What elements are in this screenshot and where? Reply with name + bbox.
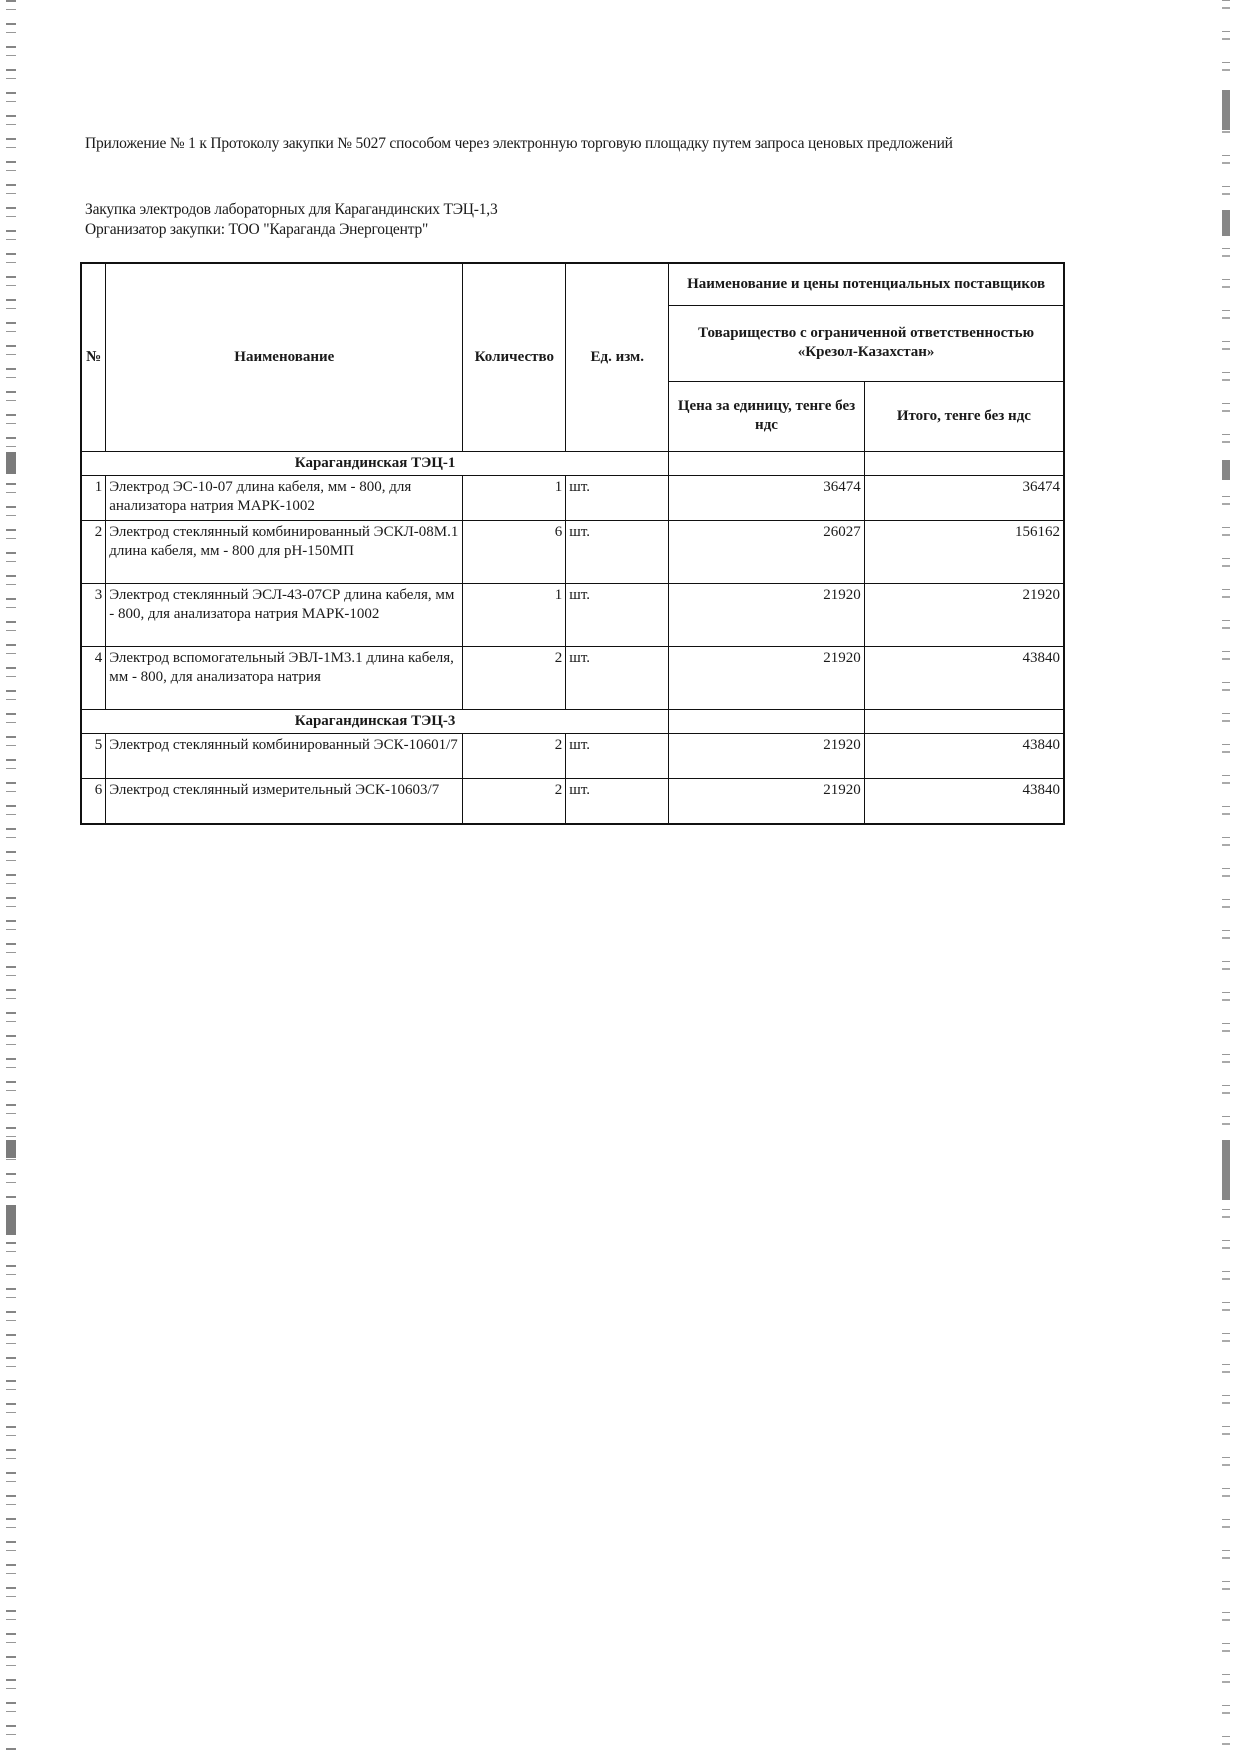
item-total: 43840 — [864, 778, 1064, 824]
item-quantity: 2 — [463, 778, 566, 824]
column-header-quantity: Количество — [463, 263, 566, 451]
item-total: 43840 — [864, 646, 1064, 709]
item-name: Электрод стеклянный комбинированный ЭСКЛ-08М.1 длина кабеля, мм - 800 для рН-150МП — [106, 520, 463, 583]
item-total: 21920 — [864, 583, 1064, 646]
item-unit-price: 21920 — [669, 778, 865, 824]
item-unit: шт. — [566, 520, 669, 583]
item-unit-price: 21920 — [669, 583, 865, 646]
column-header-number: № — [81, 263, 106, 451]
group-title: Карагандинская ТЭЦ-3 — [81, 709, 669, 733]
supplier-name: Товарищество с ограниченной ответственностью «Крезол-Казахстан» — [669, 305, 1064, 381]
table-header — [81, 263, 1064, 451]
item-total: 43840 — [864, 733, 1064, 778]
procurement-organizer: Организатор закупки: ТОО "Караганда Энергоцентр" — [85, 221, 429, 238]
suppliers-header: Наименование и цены потенциальных поставщиков — [669, 263, 1064, 305]
item-name: Электрод стеклянный комбинированный ЭСК-10601/7 — [106, 733, 463, 778]
table-row — [81, 646, 1064, 709]
procurement-subject: Закупка электродов лабораторных для Карагандинских ТЭЦ-1,3 — [85, 201, 498, 218]
row-number: 6 — [81, 778, 106, 824]
row-number: 2 — [81, 520, 106, 583]
item-quantity: 2 — [463, 733, 566, 778]
item-name: Электрод стеклянный ЭСЛ-43-07СР длина кабеля, мм - 800, для анализатора натрия МАРК-1002 — [106, 583, 463, 646]
row-number: 5 — [81, 733, 106, 778]
row-number: 3 — [81, 583, 106, 646]
item-quantity: 2 — [463, 646, 566, 709]
table-body — [81, 451, 1064, 824]
item-quantity: 1 — [463, 475, 566, 520]
item-total: 36474 — [864, 475, 1064, 520]
item-name: Электрод ЭС-10-07 длина кабеля, мм - 800, для анализатора натрия МАРК-1002 — [106, 475, 463, 520]
item-unit: шт. — [566, 733, 669, 778]
item-name: Электрод стеклянный измерительный ЭСК-10603/7 — [106, 778, 463, 824]
item-unit-price: 21920 — [669, 646, 865, 709]
table-row — [81, 475, 1064, 520]
item-unit-price: 26027 — [669, 520, 865, 583]
column-header-unit-price: Цена за единицу, тенге без ндс — [669, 381, 865, 451]
item-name: Электрод вспомогательный ЭВЛ-1М3.1 длина кабеля, мм - 800, для анализатора натрия — [106, 646, 463, 709]
item-quantity: 6 — [463, 520, 566, 583]
row-number: 4 — [81, 646, 106, 709]
item-quantity: 1 — [463, 583, 566, 646]
item-unit: шт. — [566, 583, 669, 646]
item-unit: шт. — [566, 778, 669, 824]
appendix-title: Приложение № 1 к Протоколу закупки № 5027 способом через электронную торговую площадку путем запроса ценовых предложений — [85, 135, 953, 152]
item-total: 156162 — [864, 520, 1064, 583]
table-row — [81, 520, 1064, 583]
group-title: Карагандинская ТЭЦ-1 — [81, 451, 669, 475]
item-unit: шт. — [566, 475, 669, 520]
table-row — [81, 583, 1064, 646]
column-header-total: Итого, тенге без ндс — [864, 381, 1064, 451]
table-row — [81, 778, 1064, 824]
item-unit: шт. — [566, 646, 669, 709]
scan-artifact-left-edge — [6, 0, 16, 1754]
table-row — [81, 733, 1064, 778]
empty-cell — [669, 451, 865, 475]
column-header-unit: Ед. изм. — [566, 263, 669, 451]
scan-artifact-right-edge — [1222, 0, 1230, 1754]
group-row — [81, 451, 1064, 475]
price-offers-table — [80, 262, 1065, 825]
item-unit-price: 21920 — [669, 733, 865, 778]
empty-cell — [864, 709, 1064, 733]
item-unit-price: 36474 — [669, 475, 865, 520]
column-header-name: Наименование — [106, 263, 463, 451]
empty-cell — [669, 709, 865, 733]
group-row — [81, 709, 1064, 733]
empty-cell — [864, 451, 1064, 475]
row-number: 1 — [81, 475, 106, 520]
